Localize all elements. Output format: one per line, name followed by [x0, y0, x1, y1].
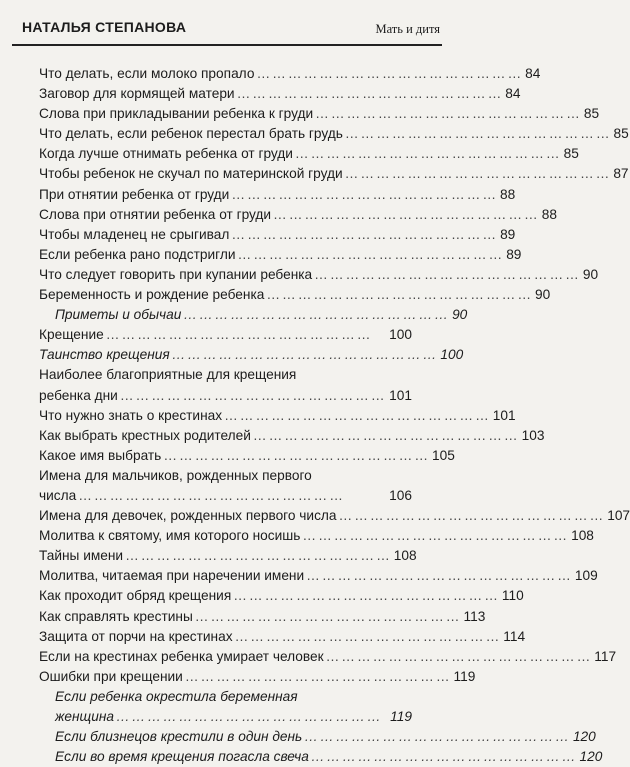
toc-entry: Что делать, если ребенок перестал брать грудь …………………………………………… 85	[39, 126, 629, 142]
toc-entry: Беременность и рождение ребенка …………………………………………… 90	[39, 287, 551, 303]
toc-entry: Молитва к святому, имя которого носишь …………………………………………… 108	[39, 528, 594, 544]
toc-entry-line1: Если ребенка окрестила беременная	[55, 688, 298, 704]
book-title: Мать и дитя	[375, 22, 440, 36]
toc-entry: Заговор для кормящей матери …………………………………………… 84	[39, 86, 521, 102]
running-header	[12, 10, 442, 46]
toc-entry: Когда лучше отнимать ребенка от груди …………………………………………… 85	[39, 146, 579, 162]
toc-entry: Что делать, если молоко пропало …………………………………………… 84	[39, 66, 541, 81]
toc-entry: Как проходит обряд крещения …………………………………………… 110	[39, 588, 524, 604]
toc-entry: Если ребенка рано подстригли …………………………………………… 89	[39, 246, 522, 262]
toc-subsection-entry: Таинство крещения …………………………………………… 100	[39, 347, 464, 363]
toc-entry: Защита от порчи на крестинах …………………………………………… 114	[39, 628, 526, 644]
toc-subsection-entry: Если близнецов крестили в один день …………………………………………… 120	[55, 729, 596, 745]
toc-entry-line1: Наиболее благоприятные для крещения	[39, 367, 297, 383]
toc-entry: Слова при прикладывании ребенка к груди …………………………………………… 85	[39, 106, 600, 122]
toc-entry: Крещение …………………………………………… 100	[39, 327, 412, 343]
toc-entry: Что следует говорить при купании ребенка …………………………………………… 90	[39, 266, 599, 282]
table-of-contents	[39, 64, 630, 767]
toc-entry: Какое имя выбрать …………………………………………… 105	[39, 447, 455, 463]
toc-entry: Как выбрать крестных родителей …………………………………………… 103	[39, 427, 545, 443]
toc-entry: Ошибки при крещении …………………………………………… 119	[39, 668, 476, 684]
toc-entry: Слова при отнятии ребенка от груди …………………………………………… 88	[39, 206, 557, 222]
toc-entry: Тайны имени …………………………………………… 108	[39, 548, 417, 564]
toc-entry: Чтобы младенец не срыгивал …………………………………………… 89	[39, 226, 516, 242]
toc-subsection-entry: женщина …………………………………………… 119	[55, 709, 412, 724]
toc-entry: Как справлять крестины …………………………………………… 113	[39, 608, 486, 624]
toc-entry: При отнятии ребенка от груди …………………………………………… 88	[39, 186, 516, 202]
toc-entry: Имена для девочек, рожденных первого числа …………………………………………… 107	[39, 508, 630, 524]
toc-entry: Если на крестинах ребенка умирает человек …………………………………………… 117	[39, 648, 617, 664]
toc-entry: Чтобы ребенок не скучал по материнской груди …………………………………………… 87	[39, 166, 629, 182]
author-name: НАТАЛЬЯ СТЕПАНОВА	[22, 19, 187, 35]
toc-subsection-entry: Если во время крещения погасла свеча …………………………………………… 120	[55, 749, 603, 765]
toc-entry: Что нужно знать о крестинах …………………………………………… 101	[39, 407, 516, 423]
toc-entry: ребенка дни …………………………………………… 101	[39, 387, 412, 403]
toc-entry-line1: Имена для мальчиков, рожденных первого	[39, 467, 312, 483]
toc-subsection-entry: Приметы и обычаи …………………………………………… 90	[55, 307, 468, 323]
toc-entry: Молитва, читаемая при наречении имени …………………………………………… 109	[39, 568, 598, 584]
toc-entry: числа …………………………………………… 106	[39, 487, 412, 503]
